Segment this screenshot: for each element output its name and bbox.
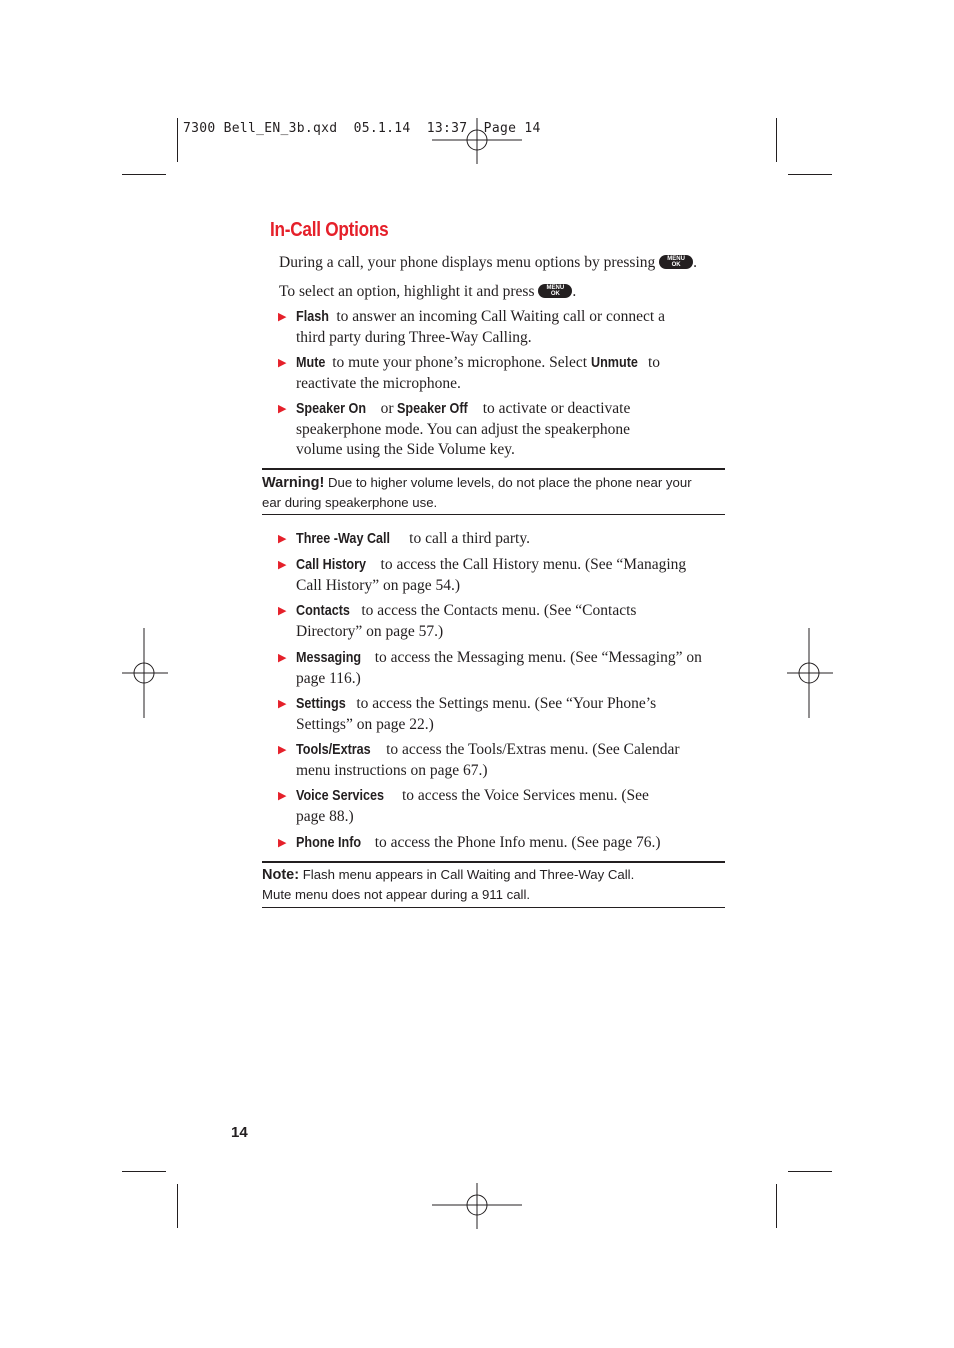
registration-mark-icon	[122, 628, 168, 718]
intro-paragraph-2: To select an option, highlight it and press MENU OK .	[279, 283, 577, 300]
option-keyword: Unmute	[590, 354, 638, 371]
bullet-arrow-icon: ▶	[278, 558, 287, 571]
crop-mark	[788, 174, 832, 175]
list-item-three-way-call: ▶ Three -Way Call to call a third party.	[277, 529, 727, 550]
menu-ok-key-icon: MENU OK	[538, 284, 572, 298]
bullet-arrow-icon: ▶	[278, 743, 287, 756]
page-number: 14	[231, 1124, 248, 1141]
warning-bottom-rule	[262, 514, 725, 515]
list-item-voice-services: ▶ Voice Services to access the Voice Services menu. (See page 88.)	[278, 787, 649, 825]
crop-mark	[122, 174, 166, 175]
option-keyword: Call History	[296, 556, 367, 573]
list-item-contacts: ▶ Contacts to access the Contacts menu. (See “Contacts Directory” on page 57.)	[278, 602, 637, 640]
bullet-arrow-icon: ▶	[278, 604, 287, 617]
bullet-arrow-icon: ▶	[278, 310, 287, 323]
intro-paragraph: During a call, your phone displays menu options by pressing MENU OK .	[279, 254, 698, 271]
note-box: Note: Flash menu appears in Call Waiting and Three-Way Call. Mute menu does not appear during a 911 call.	[262, 867, 635, 902]
list-item-call-history: ▶ Call History to access the Call History menu. (See “Managing Call History” on page 54.)	[278, 556, 687, 594]
option-keyword: Settings	[296, 695, 346, 712]
option-keyword: Phone Info	[296, 834, 362, 851]
crop-mark	[788, 1171, 832, 1172]
list-item-speaker: ▶ Speaker On or Speaker Off to activate or deactivate speakerphone mode. You can adjust the speakerphone volume using the Side Volume key.	[278, 400, 631, 458]
crop-mark	[776, 1184, 777, 1228]
option-keyword: Voice Services	[296, 787, 385, 804]
bullet-arrow-icon: ▶	[278, 789, 287, 802]
option-keyword: Speaker On	[296, 400, 367, 417]
intro-line-1: During a call, your phone displays menu options by pressing	[279, 254, 656, 271]
crop-mark	[122, 1171, 166, 1172]
list-item-phone-info: ▶ Phone Info to access the Phone Info menu. (See page 76.)	[277, 833, 727, 854]
option-keyword: Flash	[296, 308, 329, 325]
option-keyword: Tools/Extras	[296, 741, 371, 758]
crop-mark	[177, 118, 178, 162]
registration-mark-icon	[432, 1183, 522, 1229]
bullet-arrow-icon: ▶	[278, 402, 287, 415]
crop-mark	[776, 118, 777, 162]
list-item-tools-extras: ▶ Tools/Extras to access the Tools/Extras menu. (See Calendar menu instructions on page 67.)	[278, 741, 680, 779]
note-top-rule	[262, 861, 725, 863]
option-keyword: Messaging	[296, 649, 362, 666]
intro-line-2: To select an option, highlight it and press	[279, 283, 535, 300]
bullet-arrow-icon: ▶	[278, 651, 287, 664]
note-bottom-rule	[262, 907, 725, 908]
list-item-flash: ▶ Flash to answer an incoming Call Waiting call or connect a third party during Three-Way Calling.	[278, 308, 665, 346]
menu-ok-key-icon: MENU OK	[659, 255, 693, 269]
bullet-arrow-icon: ▶	[278, 836, 287, 849]
option-keyword: Mute	[296, 354, 326, 371]
option-keyword: Contacts	[296, 602, 350, 619]
warning-label: Warning!	[262, 475, 325, 491]
bullet-arrow-icon: ▶	[278, 532, 287, 545]
list-item-messaging: ▶ Messaging to access the Messaging menu. (See “Messaging” on page 116.)	[278, 649, 702, 687]
bullet-arrow-icon: ▶	[278, 697, 287, 710]
list-item-mute: ▶ Mute to mute your phone’s microphone. Select Unmute to reactivate the microphone.	[278, 354, 660, 392]
page-title: In-Call Options	[270, 219, 389, 241]
option-keyword: Three -Way Call	[296, 530, 391, 547]
warning-top-rule	[262, 468, 725, 470]
note-label: Note:	[262, 867, 300, 883]
warning-box: Warning! Due to higher volume levels, do not place the phone near your ear during speakerphone use.	[262, 475, 692, 510]
option-keyword: Speaker Off	[397, 400, 469, 417]
bullet-arrow-icon: ▶	[278, 356, 287, 369]
list-item-settings: ▶ Settings to access the Settings menu. (See “Your Phone’s Settings” on page 22.)	[278, 695, 657, 733]
registration-mark-icon	[787, 628, 833, 718]
slug-line: 7300 Bell_EN_3b.qxd 05.1.14 13:37 Page 14	[183, 121, 541, 136]
crop-mark	[177, 1184, 178, 1228]
